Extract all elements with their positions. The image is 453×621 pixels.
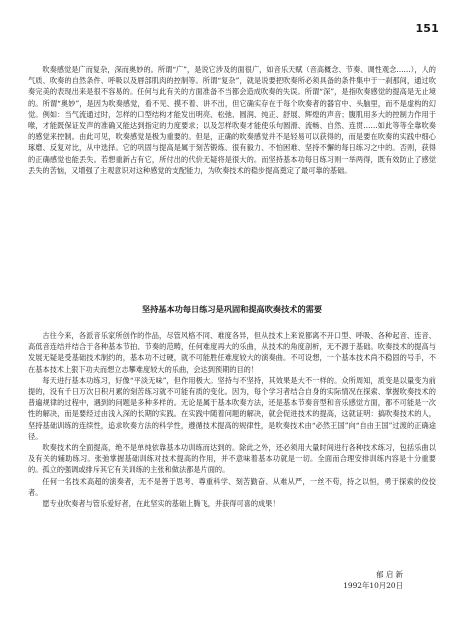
signature-date: 1992年10月20日 bbox=[343, 581, 403, 590]
section-paragraph-1: 古往今来，各派音乐家所创作的作品，尽管风格不同、难度各异，但从技术上来说都离不开口型、呼吸、各种起音、连音、高低音连结并结合于各种基本节拍、节奏的范畴，任何难度再大的乐曲，从技术的角度剖析，无不源于基础。吹奏技术的提高与发展无疑是受基础技术制约的，基本功不过硬，就不可能胜任难度较大的演奏曲。不可设想，一个基本技术尚不稳固的号手，不在基本技术上狠下功夫而想立志攀难度较大的乐曲，会达到预期的目的！ bbox=[28, 331, 436, 374]
section-body bbox=[28, 330, 436, 509]
intro-text bbox=[28, 64, 436, 176]
page-number: 151 bbox=[415, 22, 439, 35]
signature-block bbox=[343, 569, 403, 591]
section-paragraph-3: 吹奏技术的全面提高，绝不是单纯依靠基本功训练而达到的。除此之外，还必须用大量时间进行各种技术练习，包括乐曲以及有关的辅助练习。张弛掌握基础训练对技术提高的作用，并不意味着基本功就是一切。全面而合理安排训练内容是十分重要的。孤立的强调或排斥其它有关训练的主张和做法都是片面的。 bbox=[28, 443, 436, 475]
section-paragraph-4: 任何一名技术高超的演奏者，无不是善于思考、尊重科学、刻苦勤奋、从难从严，一丝不苟，持之以恒，勇于探索的佼佼者。 bbox=[28, 476, 436, 497]
section-paragraph-5: 愿专业吹奏者与管乐爱好者，在此坚实的基础上腾飞，并获得可喜的成果！ bbox=[42, 499, 280, 509]
section-paragraph-2: 每天进行基本功练习，好像“平淡无味”，但作用极大。坚持与不坚持，其效果是大不一样的。众所周知，质变是以量变为前提的，没有千日万次日积月累的刻苦练习就不可能有质的变化。因为，每个学习者结合自身的实际情况在探索、掌握吹奏技术的普遍规律的过程中，遇到的问题是多种多样的。无论是属于基本吹奏方法，还是基本节奏音型和音乐感觉方面，都不可能是一次性的解决，而是要经过由浅入深的长期的实践。在实践中随着问题的解决，就会促进技术的提高，这就证明：搞吹奏技术的人，坚持基础训练的连续性，追求吹奏方法的科学性，遵循技术提高的规律性，是吹奏技术由“必然王国”向“自由王国”过渡的正确途径。 bbox=[28, 375, 436, 441]
section-heading: 坚持基本功每日练习是巩固和提高吹奏技术的需要 bbox=[141, 304, 323, 314]
author-name: 郁 启 新 bbox=[376, 570, 403, 579]
intro-paragraph: 吹奏感觉是广而复杂，深而奥妙的。所谓“广”，是说它涉及的面很广，如音乐天赋（音高概念、节奏、调性观念……），人的气质、吹奏的自然条件、呼吸以及唇部肌肉的控制等。所谓“复杂”，就是说要把吹奏所必须具备的条件集中于一刹那间，通过吹奏完美的表现出来是很不容易的。任何与此有关的方面准备不当都会造成吹奏的失误。所谓“深”，是指吹奏感觉的提高是无止境的。所谓“奥妙”，是因为吹奏感觉，看不见、摸不着、讲不出，但它确实存在于每个吹奏者的器官中、头脑里，而不是虚构的幻觉。例如：当气流通过时，怎样的口型结构才能发出明亮、松弛、圆润、纯正、舒展、辉煌的声音；腹肌用多大的控制力作用于喉，才能既保证发声的准确又能达到指定的力度要求；以及怎样吹奏才能使乐句圆滑、流畅、自然、连贯……如此等等全靠吹奏的感觉来控制。由此可见，吹奏感觉是极为重要的。但是，正确的吹奏感觉并不是轻易可以获得的，而是要在吹奏的实践中细心琢磨、反复对比，从中选择。它的巩固与提高是属于刻苦锻炼、很有毅力、不怕困难、坚持不懈的每日练习之中的。否则，获得的正确感觉也能丢失。若想重新占有它，所付出的代价无疑将是很大的。而坚持基本功每日练习则一举两得，既有效防止了感觉丢失的苦恼，又增强了主观意识对这种感觉的支配能力，为吹奏技术的稳步提高奠定了最可靠的基础。 bbox=[28, 65, 436, 175]
